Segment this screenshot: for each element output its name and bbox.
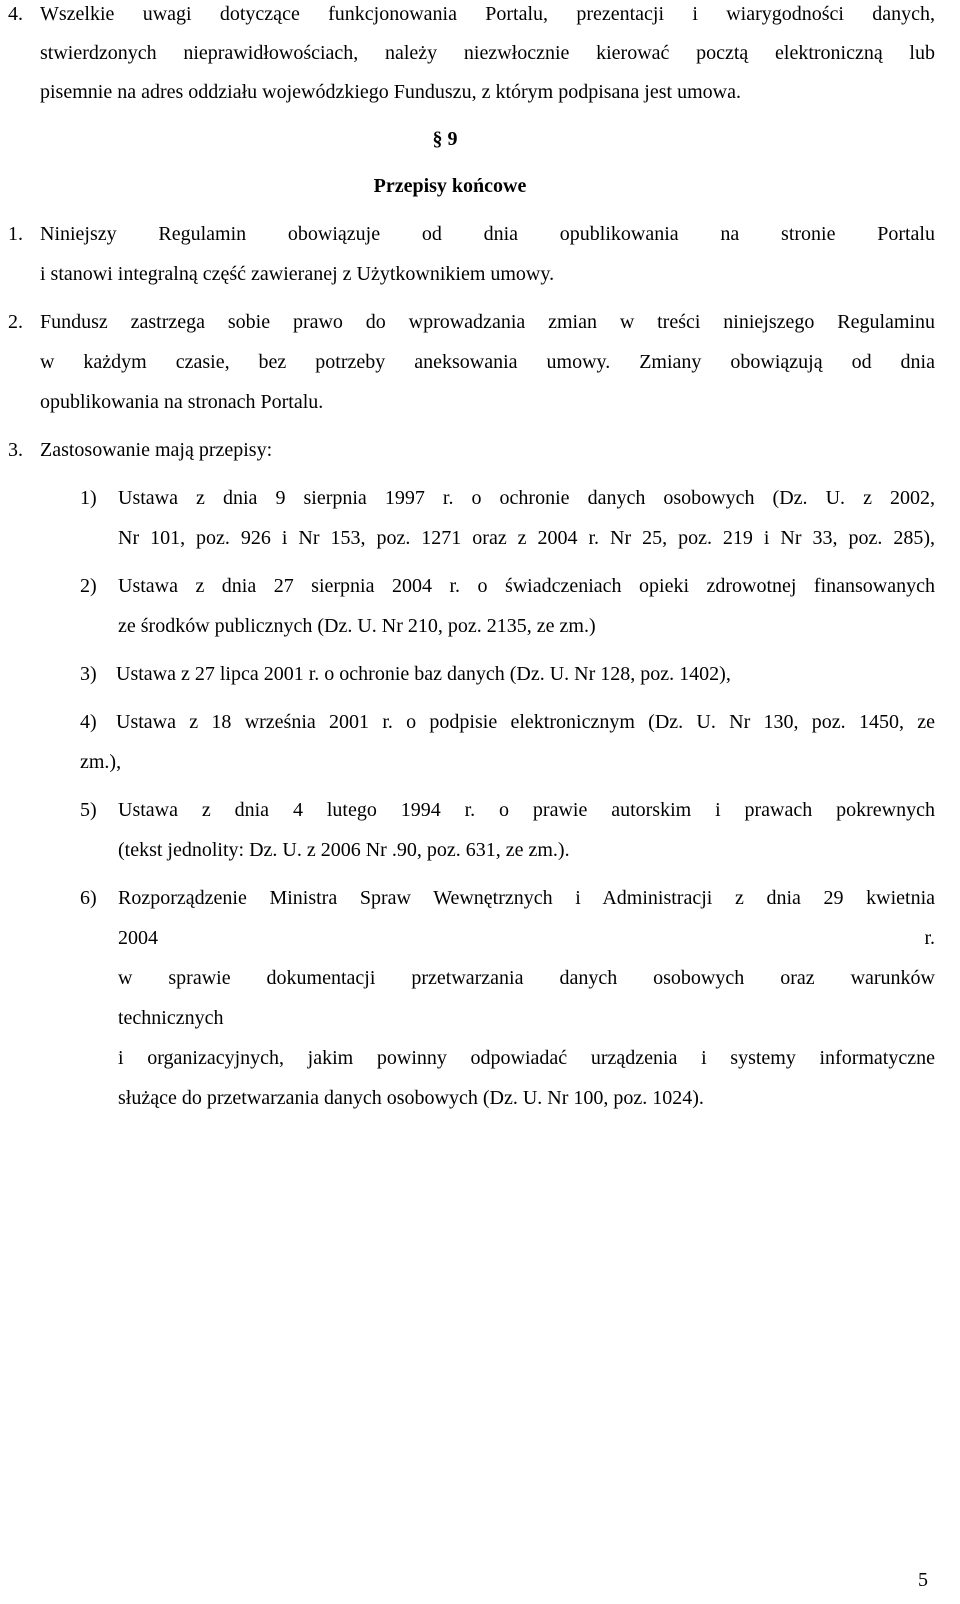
- law-number: 3): [80, 663, 97, 685]
- law-number: 5): [80, 799, 97, 821]
- law-number: 1): [80, 487, 97, 509]
- law-line: ze środków publicznych (Dz. U. Nr 210, poz. 2135, ze zm.): [118, 615, 596, 637]
- law-line: Nr 101, poz. 926 i Nr 153, poz. 1271 oraz z 2004 r. Nr 25, poz. 219 i Nr 33, poz. 285),: [118, 527, 935, 549]
- section-mark: § 9: [432, 128, 458, 150]
- page-number: 5: [918, 1569, 928, 1591]
- law-line: Ustawa z 18 września 2001 r. o podpisie elektronicznym (Dz. U. Nr 130, poz. 1450, ze: [116, 711, 935, 733]
- paragraph-number: 4.: [8, 3, 23, 25]
- law-number: 2): [80, 575, 97, 597]
- item-number: 2.: [8, 311, 23, 333]
- law-line: technicznych: [118, 1007, 224, 1029]
- law-line: 2004 r.: [118, 927, 935, 949]
- item-line: Zastosowanie mają przepisy:: [40, 439, 273, 461]
- law-number: 4): [80, 711, 97, 733]
- item-number: 3.: [8, 439, 23, 461]
- paragraph-line: stwierdzonych nieprawidłowościach, należy niezwłocznie kierować pocztą elektroniczną lub: [40, 42, 935, 64]
- law-line: (tekst jednolity: Dz. U. z 2006 Nr .90, poz. 631, ze zm.).: [118, 839, 570, 861]
- item-line: Niniejszy Regulamin obowiązuje od dnia opublikowania na stronie Portalu: [40, 223, 935, 245]
- law-line: zm.),: [80, 751, 122, 773]
- law-line: w sprawie dokumentacji przetwarzania danych osobowych oraz warunków: [118, 967, 935, 989]
- item-line: Fundusz zastrzega sobie prawo do wprowadzania zmian w treści niniejszego Regulaminu: [40, 311, 935, 333]
- law-line: Ustawa z dnia 9 sierpnia 1997 r. o ochronie danych osobowych (Dz. U. z 2002,: [118, 487, 935, 509]
- section-title: Przepisy końcowe: [373, 175, 527, 197]
- law-line: służące do przetwarzania danych osobowych (Dz. U. Nr 100, poz. 1024).: [118, 1087, 704, 1109]
- item-line: opublikowania na stronach Portalu.: [40, 391, 324, 413]
- law-line: Rozporządzenie Ministra Spraw Wewnętrznych i Administracji z dnia 29 kwietnia: [118, 887, 935, 909]
- paragraph-line: pisemnie na adres oddziału wojewódzkiego Funduszu, z którym podpisana jest umowa.: [40, 81, 741, 103]
- item-line: w każdym czasie, bez potrzeby aneksowania umowy. Zmiany obowiązują od dnia: [40, 351, 935, 373]
- law-number: 6): [80, 887, 97, 909]
- law-line: i organizacyjnych, jakim powinny odpowiadać urządzenia i systemy informatyczne: [118, 1047, 935, 1069]
- item-number: 1.: [8, 223, 23, 245]
- law-line: Ustawa z dnia 27 sierpnia 2004 r. o świadczeniach opieki zdrowotnej finansowanych: [118, 575, 935, 597]
- law-line: Ustawa z dnia 4 lutego 1994 r. o prawie autorskim i prawach pokrewnych: [118, 799, 935, 821]
- item-line: i stanowi integralną część zawieranej z Użytkownikiem umowy.: [40, 263, 555, 285]
- paragraph-line: Wszelkie uwagi dotyczące funkcjonowania Portalu, prezentacji i wiarygodności danych,: [40, 3, 935, 25]
- law-line: Ustawa z 27 lipca 2001 r. o ochronie baz danych (Dz. U. Nr 128, poz. 1402),: [116, 663, 731, 685]
